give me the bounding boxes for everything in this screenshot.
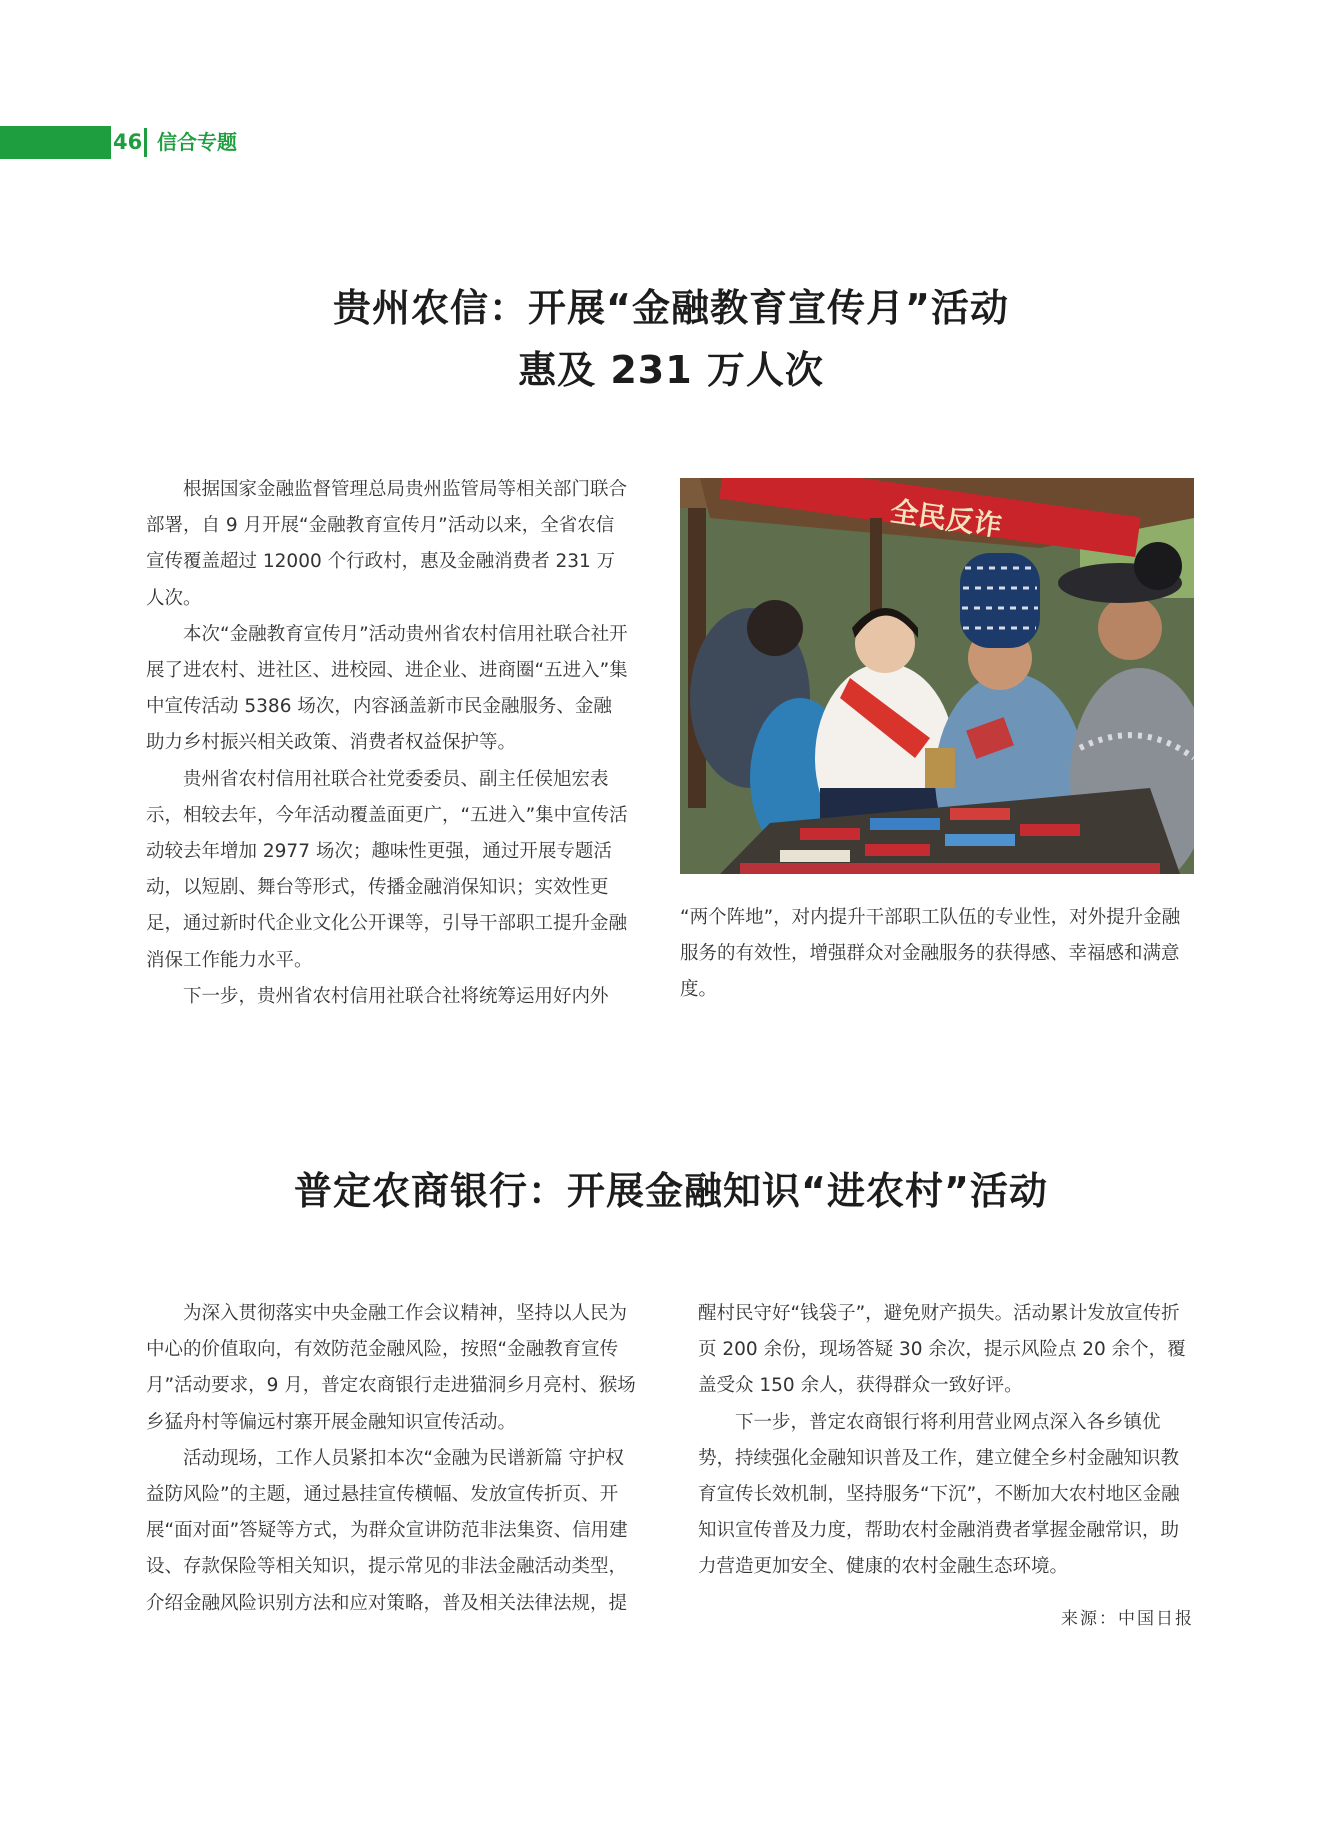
article2-paragraph: 活动现场，工作人员紧扣本次“金融为民谱新篇 守护权益防风险”的主题，通过悬挂宣传横幅、发放宣传折页、开展“面对面”答疑等方式，为群众宣讲防范非法集资、信用建设、存款保险等相关知识，提示常见的非法金融活动类型，介绍金融风险识别方法和应对策略，普及相关法律法规，提 [146, 1447, 628, 1614]
header-divider [144, 128, 147, 157]
article1-paragraph: 本次“金融教育宣传月”活动贵州省农村信用社联合社开展了进农村、进社区、进校园、进企业、进商圈“五进入”集中宣传活动 5386 场次，内容涵盖新市民金融服务、金融助力乡村振兴相关政策、消费者权益保护等。 [146, 623, 628, 754]
header-accent-bar [0, 126, 111, 159]
article1-paragraph: 贵州省农村信用社联合社党委委员、副主任侯旭宏表示，相较去年，今年活动覆盖面更广，“五进入”集中宣传活动较去年增加 2977 场次；趣味性更强，通过开展专题活动，以短剧、舞台等形式，传播金融消保知识；实效性更足，通过新时代企业文化公开课等，引导干部职工提升金融消保工作能力水平。 [146, 768, 628, 971]
article2-paragraph: 下一步，普定农商银行将利用营业网点深入各乡镇优势，持续强化金融知识普及工作，建立健全乡村金融知识教育宣传长效机制，坚持服务“下沉”，不断加大农村地区金融知识宣传普及力度，帮助农村金融消费者掌握金融常识，助力营造更加安全、健康的农村金融生态环境。 [698, 1411, 1180, 1578]
article1-title-line1: 贵州农信：开展“金融教育宣传月”活动 [333, 286, 1009, 330]
article2-column-right [698, 1296, 1194, 1586]
article2-column-left [146, 1296, 642, 1622]
article1-photo [680, 478, 1194, 874]
article2-paragraph: 为深入贯彻落实中央金融工作会议精神，坚持以人民为中心的价值取向，有效防范金融风险，按照“金融教育宣传月”活动要求，9 月，普定农商银行走进猫洞乡月亮村、猴场乡猛舟村等偏远村寨开展金融知识宣传活动。 [146, 1303, 636, 1433]
article1-column-left [146, 472, 630, 1015]
article2-paragraph: 醒村民守好“钱袋子”，避免财产损失。活动累计发放宣传折页 200 余份，现场答疑 30 余次，提示风险点 20 余个，覆盖受众 150 余人，获得群众一致好评。 [698, 1303, 1186, 1397]
article1-paragraph: “两个阵地”，对内提升干部职工队伍的专业性，对外提升金融服务的有效性，增强群众对金融服务的获得感、幸福感和满意度。 [680, 907, 1181, 1001]
page-number: 46 [113, 130, 143, 154]
article1-title-line2: 惠及 231 万人次 [518, 348, 824, 392]
article1-paragraph: 根据国家金融监督管理总局贵州监管局等相关部门联合部署，自 9 月开展“金融教育宣传月”活动以来，全省农信宣传覆盖超过 12000 个行政村，惠及金融消费者 231 万人次。 [146, 479, 628, 609]
article1-paragraph: 下一步，贵州省农村信用社联合社将统筹运用好内外 [183, 985, 609, 1007]
article1-column-right [680, 900, 1192, 1009]
article-source: 来源：中国日报 [1061, 1609, 1194, 1629]
section-title: 信合专题 [157, 130, 237, 154]
photo-banner-text: 全民反诈 [888, 494, 1004, 543]
article2-title: 普定农商银行：开展金融知识“进农村”活动 [294, 1169, 1048, 1213]
